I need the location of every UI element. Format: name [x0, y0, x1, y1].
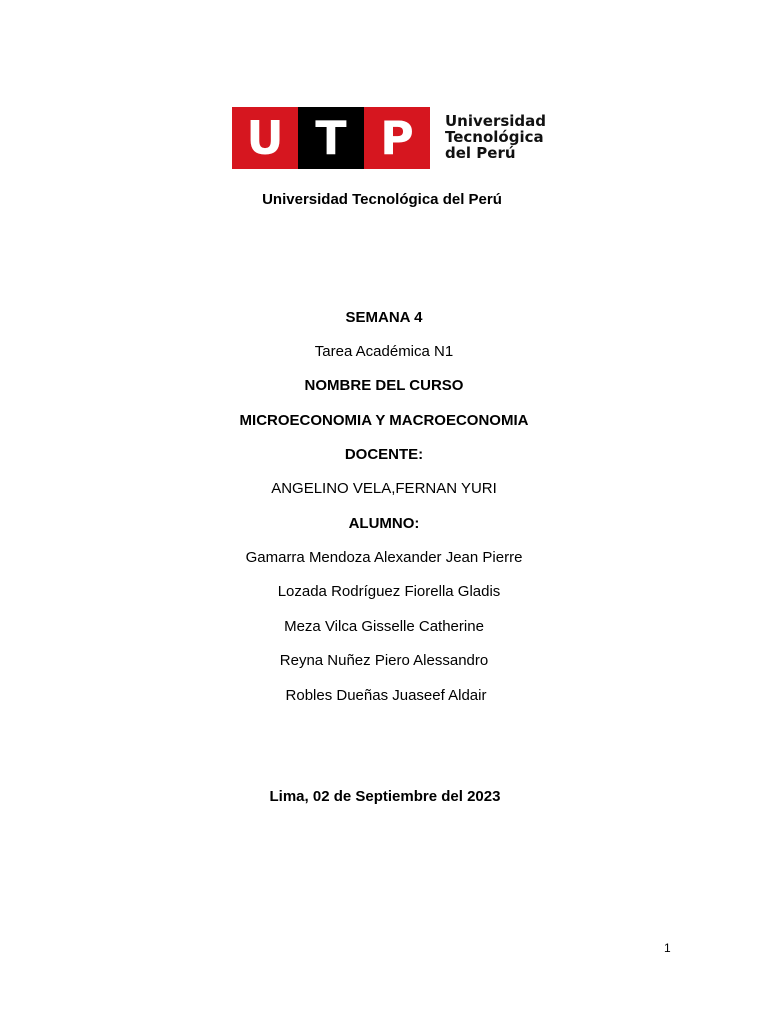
logo-text [445, 113, 545, 161]
teacher-label: DOCENTE: [344, 446, 424, 463]
assignment-title: Tarea Académica N1 [314, 343, 454, 360]
logo-letter-u: U [232, 107, 298, 169]
page-number: 1 [664, 941, 671, 955]
student-name: Robles Dueñas Juaseef Aldair [285, 687, 487, 704]
week-title: SEMANA 4 [345, 309, 423, 326]
logo-letter-t: T [298, 107, 364, 169]
course-name: MICROECONOMIA Y MACROECONOMIA [239, 412, 529, 429]
logo-letter-p: P [364, 107, 430, 169]
students-label: ALUMNO: [348, 515, 420, 532]
student-name: Gamarra Mendoza Alexander Jean Pierre [245, 549, 523, 566]
utp-logo [232, 107, 547, 169]
logo-text-line-3: del Perú [445, 144, 516, 162]
course-label: NOMBRE DEL CURSO [304, 377, 464, 394]
logo-text-line-1: Universidad [445, 112, 547, 130]
teacher-name: ANGELINO VELA,FERNAN YURI [271, 480, 497, 497]
place-date: Lima, 02 de Septiembre del 2023 [269, 788, 501, 805]
student-name: Reyna Nuñez Piero Alessandro [279, 652, 489, 669]
student-name: Meza Vilca Gisselle Catherine [284, 618, 484, 635]
student-name: Lozada Rodríguez Fiorella Gladis [277, 583, 501, 600]
university-name: Universidad Tecnológica del Perú [262, 191, 502, 208]
logo-text-line-2: Tecnológica [445, 128, 544, 146]
